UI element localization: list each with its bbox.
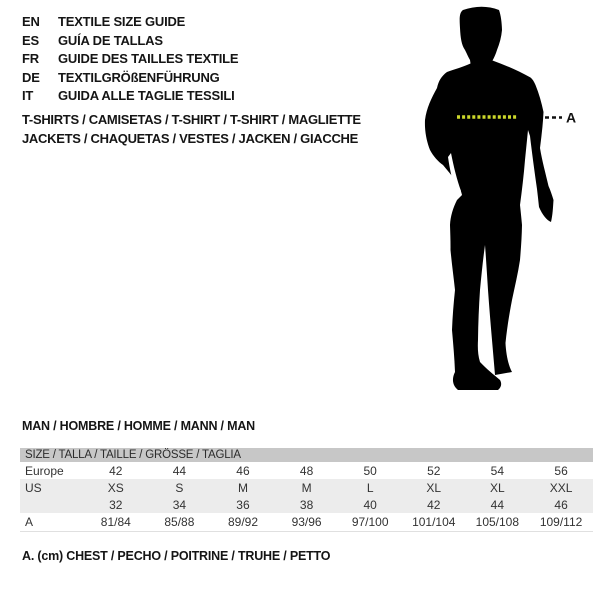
language-row	[22, 32, 238, 51]
language-row	[22, 13, 238, 32]
language-code: FR	[22, 51, 39, 66]
size-cell: 32	[84, 496, 148, 513]
size-cell: M	[211, 479, 275, 496]
size-cell: 34	[148, 496, 212, 513]
size-cell: 105/108	[475, 514, 520, 529]
size-cell: 46	[529, 496, 593, 513]
size-cell: 46	[236, 463, 250, 478]
measurement-footnote: A. (cm) CHEST / PECHO / POITRINE / TRUHE / PETTO	[22, 549, 331, 563]
table-row-chest-cm	[20, 513, 593, 531]
size-cell: L	[338, 479, 402, 496]
size-cell: 93/96	[291, 514, 322, 529]
row-label	[20, 496, 84, 513]
language-row	[22, 69, 238, 88]
size-cell: 36	[211, 496, 275, 513]
size-cell: 50	[363, 463, 377, 478]
size-table	[20, 448, 593, 532]
size-table-header: SIZE / TALLA / TAILLE / GRÖSSE / TAGLIA	[20, 448, 593, 462]
size-cell: S	[148, 479, 212, 496]
man-silhouette-figure	[415, 5, 585, 398]
man-silhouette-svg	[415, 5, 585, 398]
size-cell: XL	[466, 479, 530, 496]
size-cell: 109/112	[539, 514, 583, 529]
product-type-tshirts: T-SHIRTS / CAMISETAS / T-SHIRT / T-SHIRT / MAGLIETTE	[22, 112, 361, 127]
language-row	[22, 87, 238, 106]
size-cell: XXL	[529, 479, 593, 496]
size-cell: 54	[490, 463, 505, 478]
size-cell: 81/84	[100, 514, 131, 529]
language-list	[22, 13, 238, 106]
size-cell: 42	[109, 463, 123, 478]
size-cell: 38	[275, 496, 339, 513]
size-cell: 40	[338, 496, 402, 513]
row-label: A	[25, 514, 34, 529]
table-row-europe	[20, 462, 593, 479]
language-title: GUIDE DES TAILLES TEXTILE	[58, 51, 239, 66]
language-code: EN	[22, 14, 40, 29]
product-types	[22, 111, 361, 148]
size-cell: XS	[84, 479, 148, 496]
size-cell: 56	[554, 463, 568, 478]
language-title: GUÍA DE TALLAS	[58, 32, 163, 48]
language-code: DE	[22, 69, 40, 85]
size-cell: 101/104	[412, 514, 456, 529]
table-header-row	[20, 448, 593, 462]
size-cell: M	[275, 479, 339, 496]
product-type-jackets: JACKETS / CHAQUETAS / VESTES / JACKEN / GIACCHE	[22, 130, 358, 146]
size-cell: 89/92	[227, 514, 258, 529]
size-cell: 42	[402, 496, 466, 513]
language-title: GUIDA ALLE TAGLIE TESSILI	[58, 88, 235, 103]
language-title: TEXTILGRÖßENFÜHRUNG	[58, 69, 220, 85]
section-title-man: MAN / HOMBRE / HOMME / MANN / MAN	[22, 419, 255, 433]
language-row	[22, 50, 238, 69]
size-cell: 48	[299, 463, 314, 478]
size-cell: 85/88	[164, 514, 195, 529]
table-row-us-numeric	[20, 496, 593, 513]
size-cell: 44	[466, 496, 530, 513]
measure-label-a: A	[566, 109, 577, 126]
row-label: Europe	[25, 463, 64, 478]
man-silhouette	[425, 7, 554, 390]
language-code: ES	[22, 32, 39, 48]
size-cell: 97/100	[351, 514, 389, 529]
language-title: TEXTILE SIZE GUIDE	[58, 14, 186, 29]
row-label: US	[20, 479, 84, 496]
language-code: IT	[22, 88, 34, 103]
size-cell: XL	[402, 479, 466, 496]
table-row-us	[20, 479, 593, 496]
size-cell: 52	[427, 463, 441, 478]
size-cell: 44	[172, 463, 187, 478]
